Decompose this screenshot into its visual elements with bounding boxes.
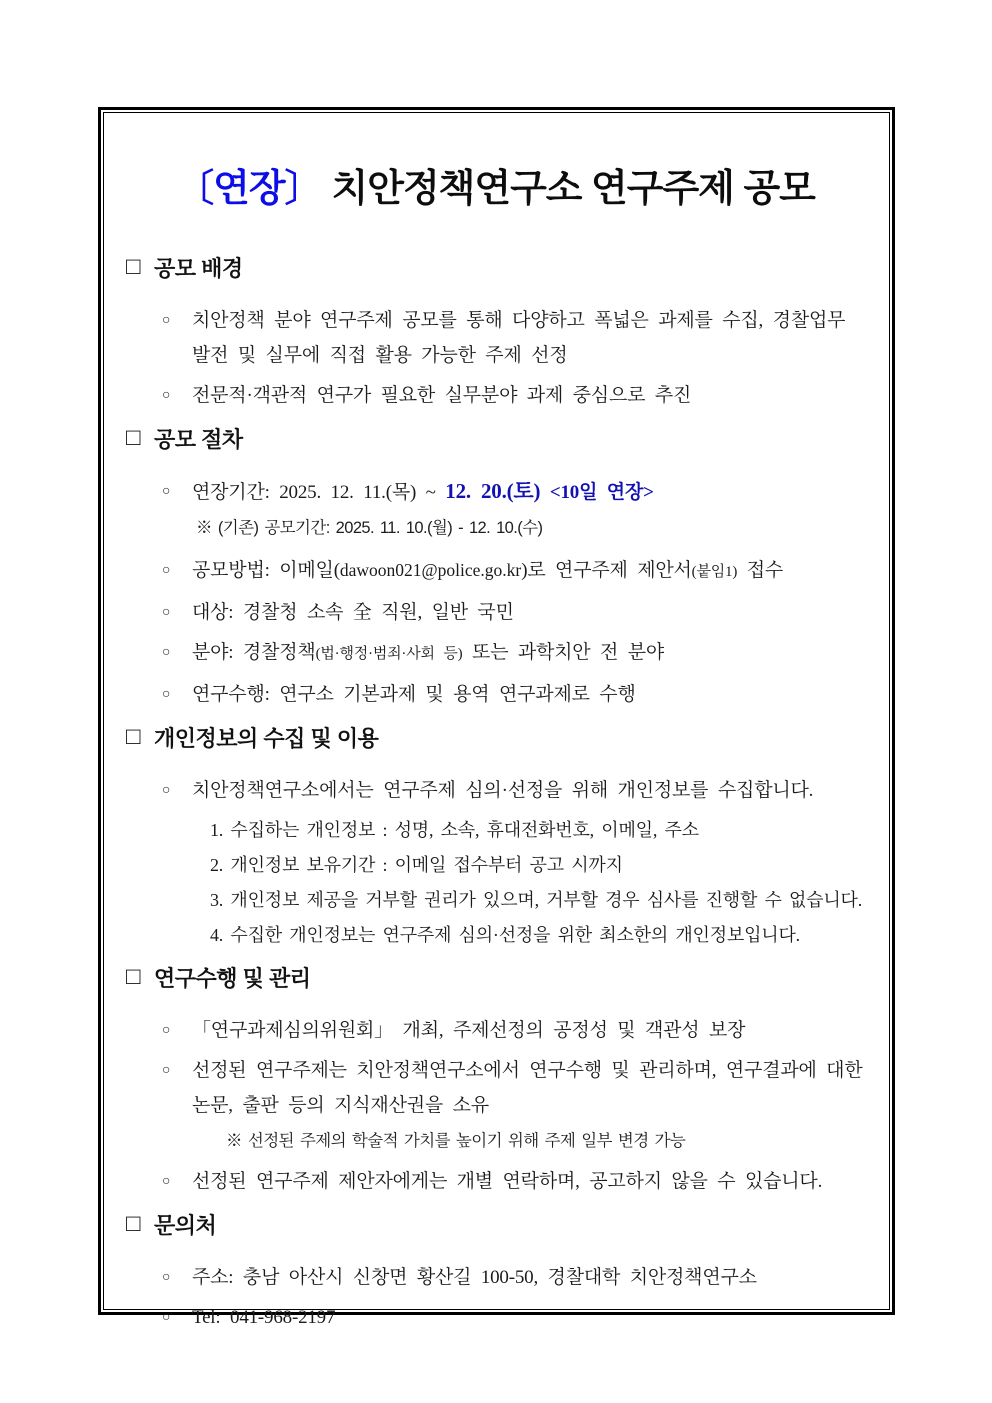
section-heading-label: 공모 배경 bbox=[154, 256, 243, 281]
item-text bbox=[196, 519, 542, 537]
section-procedure bbox=[122, 423, 869, 712]
bullet-item bbox=[122, 303, 869, 373]
text-run: <10일 연장> bbox=[549, 482, 654, 503]
section-background bbox=[122, 252, 869, 413]
circle-bullet-icon: ○ bbox=[162, 645, 171, 660]
item-text bbox=[192, 1171, 822, 1192]
document-title bbox=[122, 157, 869, 212]
item-text bbox=[192, 310, 845, 366]
text-run: 2. 개인정보 보유기간 : 이메일 접수부터 공고 시까지 bbox=[210, 855, 623, 875]
bullet-item bbox=[122, 773, 869, 808]
circle-bullet-icon: ○ bbox=[162, 484, 171, 499]
document-sections bbox=[122, 252, 869, 1335]
section-heading-label: 문의처 bbox=[154, 1213, 217, 1238]
text-run: (법·행정·범죄·사회 등) bbox=[315, 646, 463, 662]
section-heading-label: 개인정보의 수집 및 이용 bbox=[154, 726, 379, 751]
numbered-item bbox=[122, 918, 869, 952]
section-management bbox=[122, 962, 869, 1199]
text-run: 연구수행: 연구소 기본과제 및 용역 연구과제로 수행 bbox=[192, 684, 636, 705]
circle-bullet-icon: ○ bbox=[162, 1310, 171, 1325]
circle-bullet-icon: ○ bbox=[162, 388, 171, 403]
bullet-item bbox=[122, 553, 869, 590]
item-text bbox=[192, 560, 783, 581]
item-text bbox=[192, 684, 636, 705]
text-run: 주소: 충남 아산시 신창면 황산길 100-50, 경찰대학 치안정책연구소 bbox=[192, 1267, 757, 1288]
text-run: 공모방법: 이메일( bbox=[192, 560, 340, 581]
text-run: ※ (기존) 공모기간: 2025. 11. 10.(월) - 12. 10.(수) bbox=[196, 519, 543, 537]
text-run: 대상: 경찰청 소속 全 직원, 일반 국민 bbox=[192, 602, 514, 623]
circle-bullet-icon: ○ bbox=[162, 1270, 171, 1285]
section-contact bbox=[122, 1209, 869, 1335]
bullet-item bbox=[122, 635, 869, 672]
title-main-text: 치안정책연구소 연구주제 공모 bbox=[331, 168, 815, 210]
circle-bullet-icon: ○ bbox=[162, 313, 171, 328]
item-text bbox=[192, 385, 691, 406]
text-run: Tel: 041-968-2197 bbox=[192, 1307, 336, 1328]
section-heading-procedure bbox=[126, 423, 869, 454]
item-text bbox=[226, 1132, 685, 1150]
text-run: 분야: 경찰정책 bbox=[192, 642, 316, 663]
text-run: 접수 bbox=[737, 560, 784, 581]
section-heading-contact bbox=[126, 1209, 869, 1240]
text-run: 1. 수집하는 개인정보 : 성명, 소속, 휴대전화번호, 이메일, 주소 bbox=[210, 820, 699, 840]
circle-bullet-icon: ○ bbox=[162, 783, 171, 798]
item-text bbox=[192, 1060, 862, 1116]
bullet-item bbox=[122, 595, 869, 630]
item-text bbox=[192, 479, 654, 503]
circle-bullet-icon: ○ bbox=[162, 1063, 171, 1078]
note-item bbox=[122, 1128, 869, 1154]
text-run: (붙임1) bbox=[691, 564, 738, 580]
bullet-item bbox=[122, 1300, 869, 1335]
circle-bullet-icon: ○ bbox=[162, 605, 171, 620]
bullet-item bbox=[122, 474, 869, 510]
item-text bbox=[192, 1307, 335, 1328]
bullet-item bbox=[122, 378, 869, 413]
numbered-item bbox=[122, 883, 869, 917]
item-text bbox=[192, 780, 813, 801]
text-run: dawoon021@police.go.kr bbox=[339, 560, 522, 580]
numbered-item bbox=[122, 848, 869, 882]
item-text bbox=[192, 1020, 745, 1041]
document-border-inner bbox=[103, 112, 890, 1328]
text-run: )로 연구주제 제안서 bbox=[521, 560, 692, 581]
text-run: 치안정책연구소에서는 연구주제 심의·선정을 위해 개인정보를 수집합니다. bbox=[192, 780, 814, 801]
text-run: ※ 선정된 주제의 학술적 가치를 높이기 위해 주제 일부 변경 가능 bbox=[226, 1132, 686, 1150]
bullet-item bbox=[122, 1013, 869, 1048]
item-text bbox=[210, 925, 800, 945]
text-run: 선정된 연구주제는 치안정책연구소에서 연구수행 및 관리하며, 연구결과에 대한 논문, 출판 등의 지식재산권을 소유 bbox=[192, 1060, 863, 1116]
note-item bbox=[122, 515, 869, 541]
text-run: 「연구과제심의위원회」 개최, 주제선정의 공정성 및 객관성 보장 bbox=[192, 1020, 746, 1041]
bullet-item bbox=[122, 1260, 869, 1295]
item-text bbox=[192, 602, 514, 623]
text-run: 또는 과학치안 전 분야 bbox=[462, 642, 665, 663]
bullet-item bbox=[122, 1164, 869, 1199]
text-run: 전문적·객관적 연구가 필요한 실무분야 과제 중심으로 추진 bbox=[192, 385, 692, 406]
item-text bbox=[210, 890, 862, 910]
item-text bbox=[210, 855, 623, 875]
section-privacy bbox=[122, 722, 869, 952]
square-bullet-icon: □ bbox=[126, 962, 140, 990]
circle-bullet-icon: ○ bbox=[162, 563, 171, 578]
title-extension-tag: 〔연장〕 bbox=[176, 168, 322, 210]
item-text bbox=[210, 820, 699, 840]
text-run: 4. 수집한 개인정보는 연구주제 심의·선정을 위한 최소한의 개인정보입니다. bbox=[210, 925, 800, 945]
section-heading-label: 연구수행 및 관리 bbox=[154, 966, 311, 991]
bullet-item bbox=[122, 1053, 869, 1123]
numbered-item bbox=[122, 813, 869, 847]
square-bullet-icon: □ bbox=[126, 722, 140, 750]
square-bullet-icon: □ bbox=[126, 252, 140, 280]
text-run: 치안정책 분야 연구주제 공모를 통해 다양하고 폭넓은 과제를 수집, 경찰업무 발전 및 실무에 직접 활용 가능한 주제 선정 bbox=[192, 310, 846, 366]
bullet-item bbox=[122, 677, 869, 712]
item-text bbox=[192, 642, 664, 663]
section-heading-background bbox=[126, 252, 869, 283]
section-heading-privacy bbox=[126, 722, 869, 753]
document-border bbox=[98, 107, 895, 1328]
text-run: 선정된 연구주제 제안자에게는 개별 연락하며, 공고하지 않을 수 있습니다. bbox=[192, 1171, 823, 1192]
square-bullet-icon: □ bbox=[126, 1209, 140, 1237]
circle-bullet-icon: ○ bbox=[162, 1174, 171, 1189]
section-heading-label: 공모 절차 bbox=[154, 427, 243, 452]
text-run: 3. 개인정보 제공을 거부할 권리가 있으며, 거부할 경우 심사를 진행할 수 없습니다. bbox=[210, 890, 863, 910]
text-run: 연장기간: 2025. 12. 11.(목) ~ bbox=[192, 482, 446, 503]
text-run: 12. 20.(토) bbox=[445, 479, 541, 503]
circle-bullet-icon: ○ bbox=[162, 687, 171, 702]
item-text bbox=[192, 1267, 757, 1288]
square-bullet-icon: □ bbox=[126, 423, 140, 451]
section-heading-management bbox=[126, 962, 869, 993]
text-run bbox=[540, 482, 550, 503]
circle-bullet-icon: ○ bbox=[162, 1023, 171, 1038]
